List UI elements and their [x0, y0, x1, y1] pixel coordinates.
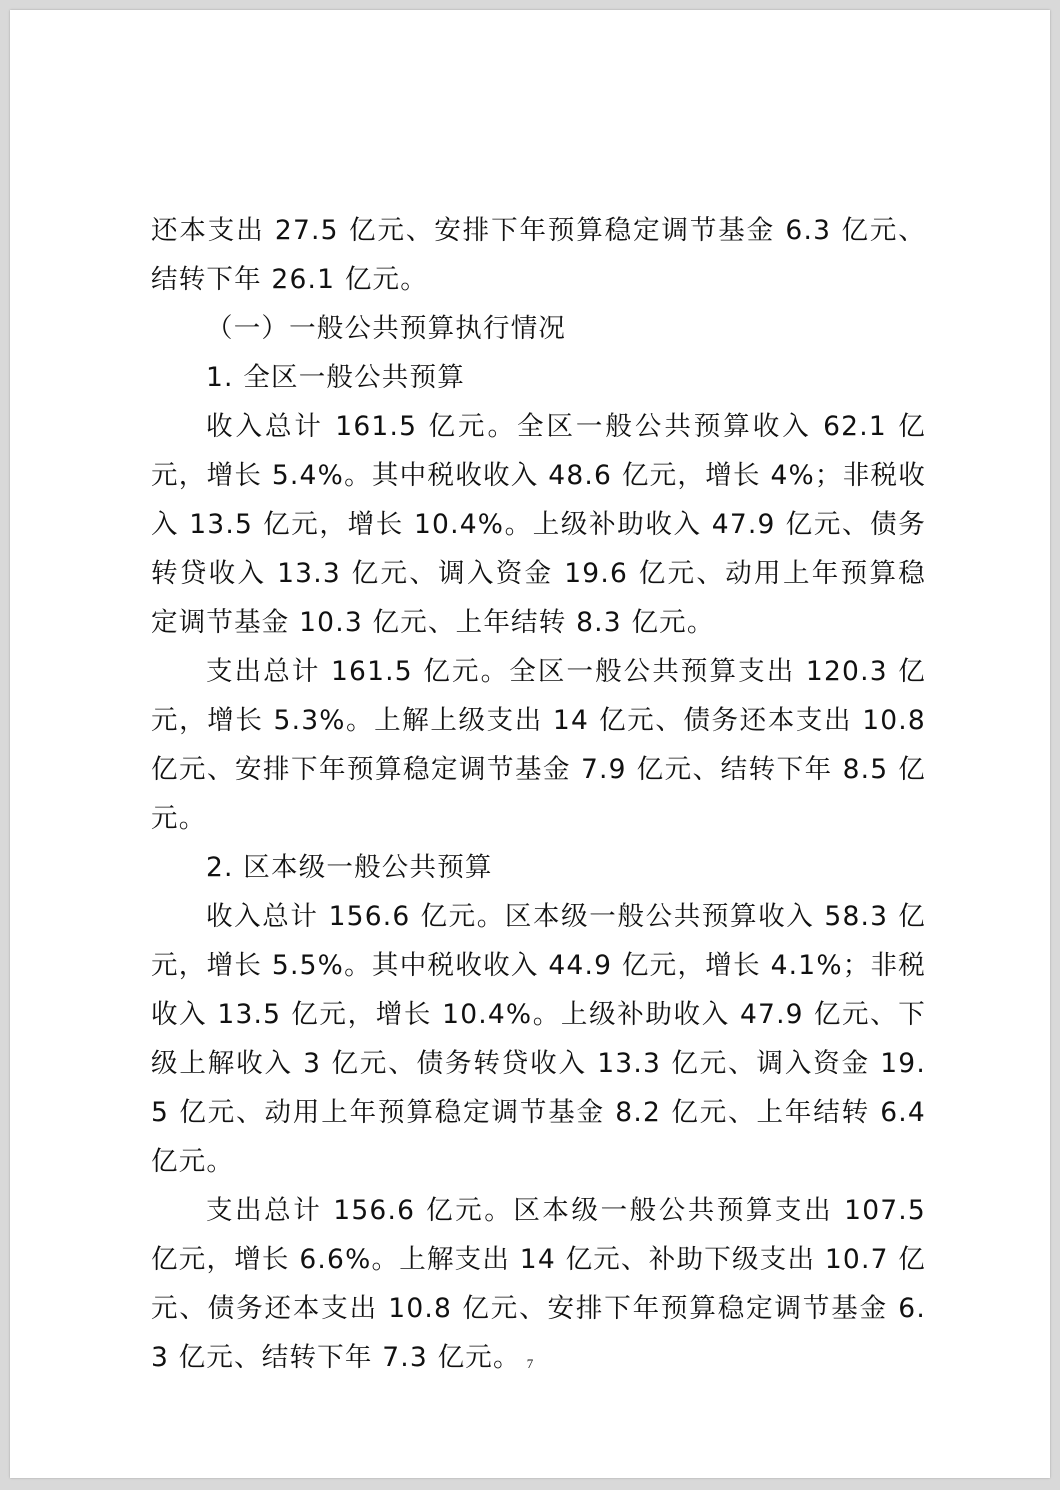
subheading-district-level-budget: 2. 区本级一般公共预算 — [206, 852, 493, 883]
paragraph-district-revenue: 收入总计 161.5 亿元。全区一般公共预算收入 62.1 亿元，增长 5.4%。其中税收收入 48.6 亿元，增长 4%；非税收入 13.5 亿元，增长 10.4%。上级补助收入 47.9 亿元、债务转贷收入 13.3 亿元、调入资金 19.6 亿元、动用上年预算稳定调节基金 10.3 亿元、上年结转 8.3 亿元。 — [151, 411, 926, 638]
subheading-district-wide-budget: 1. 全区一般公共预算 — [206, 362, 465, 393]
document-body — [151, 206, 926, 1382]
paragraph-district-expenditure: 支出总计 161.5 亿元。全区一般公共预算支出 120.3 亿元，增长 5.3%。上解上级支出 14 亿元、债务还本支出 10.8 亿元、安排下年预算稳定调节基金 7.9 亿元、结转下年 8.5 亿元。 — [151, 656, 926, 834]
document-page — [10, 10, 1050, 1478]
page-number: 7 — [526, 1356, 534, 1371]
section-heading-general-budget: （一）一般公共预算执行情况 — [206, 313, 567, 344]
paragraph-district-level-revenue: 收入总计 156.6 亿元。区本级一般公共预算收入 58.3 亿元，增长 5.5%。其中税收收入 44.9 亿元，增长 4.1%；非税收入 13.5 亿元，增长 10.4%。上级补助收入 47.9 亿元、下级上解收入 3 亿元、债务转贷收入 13.3 亿元、调入资金 19.5 亿元、动用上年预算稳定调节基金 8.2 亿元、上年结转 6.4 亿元。 — [151, 901, 926, 1177]
paragraph-continued-expenditure: 还本支出 27.5 亿元、安排下年预算稳定调节基金 6.3 亿元、结转下年 26.1 亿元。 — [151, 215, 926, 295]
paragraph-district-level-expenditure: 支出总计 156.6 亿元。区本级一般公共预算支出 107.5 亿元，增长 6.6%。上解支出 14 亿元、补助下级支出 10.7 亿元、债务还本支出 10.8 亿元、安排下年预算稳定调节基金 6.3 亿元、结转下年 7.3 亿元。 — [151, 1195, 926, 1373]
